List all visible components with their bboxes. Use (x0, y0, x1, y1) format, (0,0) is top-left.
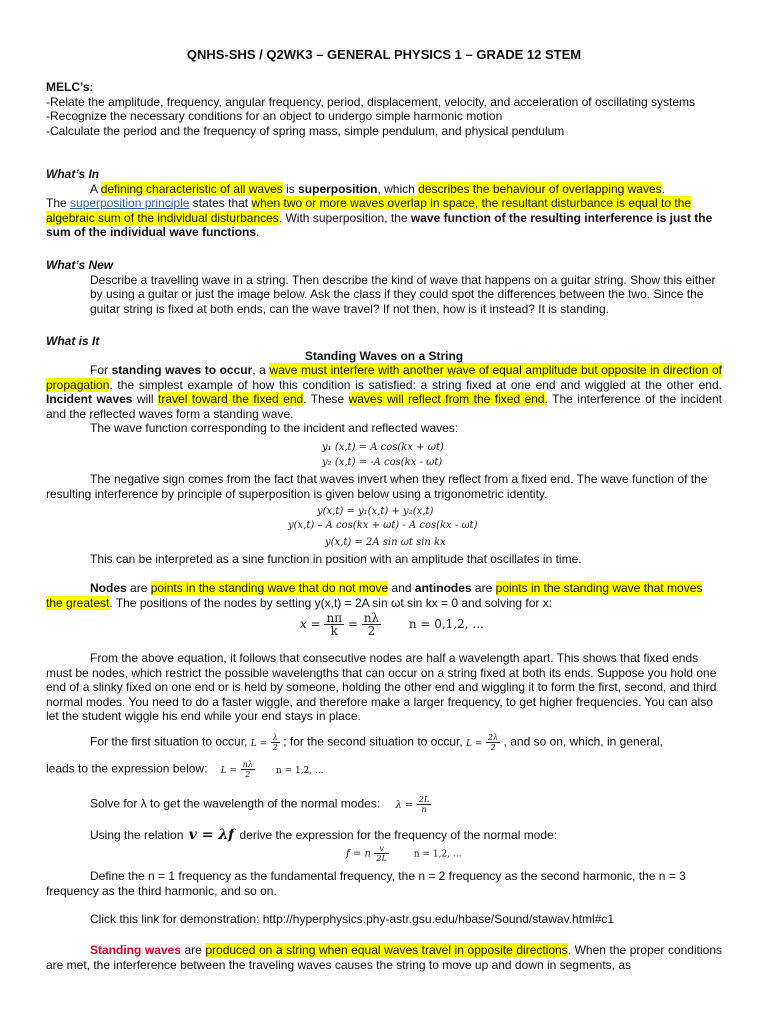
text: Define the n = 1 frequency as the fundamental frequency, the n = 2 frequency as the second harmonic, the n = 3 frequency as the third harmonic, and so on. (46, 869, 686, 898)
standing-waves-paragraph (46, 943, 722, 972)
text: Solve for λ to get the wavelength of the normal modes: (90, 796, 381, 811)
bold-term: Incident waves (46, 392, 133, 406)
melc-item: -Recognize the necessary conditions for an object to undergo simple harmonic motion (46, 109, 503, 123)
bold-term: Nodes (90, 581, 127, 595)
equation-standing-wave: y(x,t) = 2A sin ωt sin kx (325, 537, 446, 548)
highlight: points in the standing wave that do not move (150, 581, 389, 595)
text: 2L (418, 795, 430, 804)
bold-term: antinodes (414, 581, 472, 595)
text: A (90, 181, 101, 196)
frequency-paragraph (46, 828, 722, 843)
melc-section (46, 80, 722, 138)
text: . (661, 181, 665, 196)
equation-frequency (346, 844, 461, 863)
harmonics-paragraph (46, 869, 722, 898)
highlight: describes the behaviour of overlapping waves (418, 181, 662, 196)
highlight: travel toward the fixed end (158, 392, 304, 406)
text: leads to the expression below: (46, 761, 208, 776)
text: n = 1,2, ... (413, 849, 462, 860)
text: nπ (326, 611, 343, 625)
demonstration-link[interactable]: http://hyperphysics.phy-astr.gsu.edu/hbase/Sound/stawav.html#c1 (262, 912, 615, 926)
text: , which (377, 181, 419, 196)
text: states that (189, 196, 252, 210)
equation-wave-relation: v = λf (188, 827, 235, 843)
text: 2 (245, 770, 251, 779)
highlight: wave must interfere with another wave of equal amplitude but opposite in direction of propagation (46, 363, 722, 392)
text: k (330, 624, 338, 638)
whats-in-paragraph-2 (46, 196, 722, 240)
text: . When the proper conditions are met, the interference between the traveling waves causes the string to move up and down in segments, as (46, 943, 722, 972)
text: Using the relation (90, 828, 184, 842)
highlight: waves will reflect from the fixed end (348, 392, 545, 406)
text: . (256, 225, 260, 239)
text: 2 (367, 624, 376, 638)
text: ; for the second situation to occur, (283, 734, 463, 749)
highlight: produced on a string when equal waves travel in opposite directions (205, 943, 568, 957)
section-subtitle: Standing Waves on a String (304, 348, 464, 363)
melc-item: -Calculate the period and the frequency of spring mass, simple pendulum, and physical pendulum (46, 123, 565, 138)
text: The negative sign comes from the fact that waves invert when they reflect from a fixed end. The wave function of the resulting interference by principle of superposition is given below using a trigonometric identity. (46, 472, 708, 501)
text: . The interference of the incident and the reflected waves form a standing wave. (46, 392, 723, 421)
whats-new-paragraph (46, 273, 722, 317)
highlight: defining characteristic of all waves (100, 181, 283, 196)
text: For the first situation to occur, (90, 734, 248, 749)
text: nλ (242, 760, 253, 769)
demonstration-paragraph (46, 912, 722, 927)
nodes-explanation-paragraph (46, 651, 722, 724)
text: are (126, 581, 151, 595)
text: n = 1,2, ... (275, 765, 324, 776)
text: Click this link for demonstration: (90, 912, 260, 926)
text: L = (466, 738, 483, 749)
text: derive the expression for the frequency of the normal mode: (239, 828, 558, 842)
what-is-it-section (46, 334, 722, 436)
red-term: Standing waves (90, 943, 181, 957)
text: The (46, 196, 71, 210)
negative-sign-paragraph (46, 472, 722, 501)
text: . the simplest example of how this condition is satisfied: a string fixed at one end and wiggled at the other end. (109, 377, 722, 392)
text: are (471, 581, 496, 595)
text: For (90, 363, 112, 377)
standing-wave-paragraph (46, 363, 722, 421)
bold-term: superposition (298, 181, 378, 196)
equation-incident-wave: y₁ (x,t) = A cos(kx + ωt) (322, 442, 444, 453)
text: will (132, 392, 159, 406)
equation-general-mode (220, 760, 324, 779)
whats-in-heading: What’s In (46, 167, 100, 181)
text: . With superposition, the (278, 210, 411, 225)
text: x = (300, 617, 321, 631)
document-title: QNHS-SHS / Q2WK3 – GENERAL PHYSICS 1 – GRADE 12 STEM (186, 47, 582, 62)
wavelength-paragraph (46, 795, 722, 814)
text: 2 (272, 743, 278, 752)
situations-paragraph (46, 733, 722, 779)
text: n (421, 805, 427, 814)
text: , a (252, 363, 270, 377)
text: f = n (346, 848, 371, 860)
text: From the above equation, it follows that consecutive nodes are half a wavelength apart. This shows that fixed ends must be nodes, which restrict the possible wavelengths that can occur on a string fixed at both its ends. Suppose you hold one end of a slinky fixed on one end or is held by someone, holding the other end and wiggling it to form the first, second, and third normal modes. You need to do a faster wiggle, and therefore make a larger frequency, to get higher frequencies. You can also let the student wiggle his end while your end stays in place. (46, 651, 717, 723)
what-is-it-heading: What is It (46, 334, 100, 348)
text: L = (250, 738, 268, 749)
text: v (374, 844, 388, 854)
equation-second-mode (466, 733, 504, 752)
bold-term: standing waves to occur (111, 363, 253, 377)
whats-new-heading: What’s New (46, 258, 114, 272)
equation-wavelength (395, 795, 432, 814)
interpretation-paragraph (46, 552, 722, 567)
whats-in-paragraph-1 (46, 182, 722, 197)
text: is (282, 181, 299, 196)
equation-superposition-2: y(x,t) – A cos(kx + ωt) - A cos(kx - ωt) (288, 520, 478, 531)
nodes-paragraph (46, 581, 722, 610)
text: 2λ (487, 733, 499, 742)
text: , and so on, which, in general, (503, 734, 664, 749)
text: 2L (376, 854, 387, 863)
whats-new-section (46, 258, 722, 316)
text: λ = (395, 799, 414, 811)
text: n = 0,1,2, ... (408, 617, 484, 631)
melc-item: -Relate the amplitude, frequency, angular frequency, period, displacement, velocity, and acceleration of oscillating systems (46, 94, 696, 109)
bold-statement: wave function of the resulting interference is just the sum of the individual wave functions (46, 210, 713, 239)
text: This can be interpreted as a sine function in position with an amplitude that oscillates in time. (90, 552, 582, 566)
melc-heading: MELC’s: (46, 80, 94, 94)
text: = (347, 617, 358, 631)
text: are (180, 943, 206, 957)
text: nλ (363, 611, 380, 625)
highlight: points in the standing wave that moves the greatest (46, 581, 703, 610)
text: λ (271, 733, 280, 743)
equation-first-mode (250, 733, 283, 752)
superposition-link[interactable]: superposition principle (70, 196, 190, 210)
equation-superposition-1: y(x,t) = y₁(x,t) + y₂(x,t) (317, 506, 434, 517)
highlight: when two or more waves overlap in space, the resultant disturbance is equal to the algebraic sum of the individual disturbances (46, 196, 692, 225)
text: . These (303, 392, 349, 406)
text: 2 (490, 743, 496, 752)
equation-reflected-wave: y₂ (x,t) = -A cos(kx - ωt) (322, 457, 443, 468)
equation-node-positions (300, 612, 484, 637)
whats-in-section (46, 167, 722, 240)
text: Describe a travelling wave in a string. Then describe the kind of wave that happens on a guitar string. Show this either by using a guitar or just the image below. Ask the class if they could spot the differences between the two. Since the guitar string is fixed at both ends, can the wave travel? If not then, how is it instead? It is standing. (90, 272, 716, 316)
text: and (388, 581, 415, 595)
text: . The positions of the nodes by setting y(x,t) = 2A sin ωt sin kx = 0 and solving for x: (109, 595, 553, 610)
wave-function-intro: The wave function corresponding to the incident and reflected waves: (90, 421, 459, 435)
text: L = (220, 765, 238, 776)
